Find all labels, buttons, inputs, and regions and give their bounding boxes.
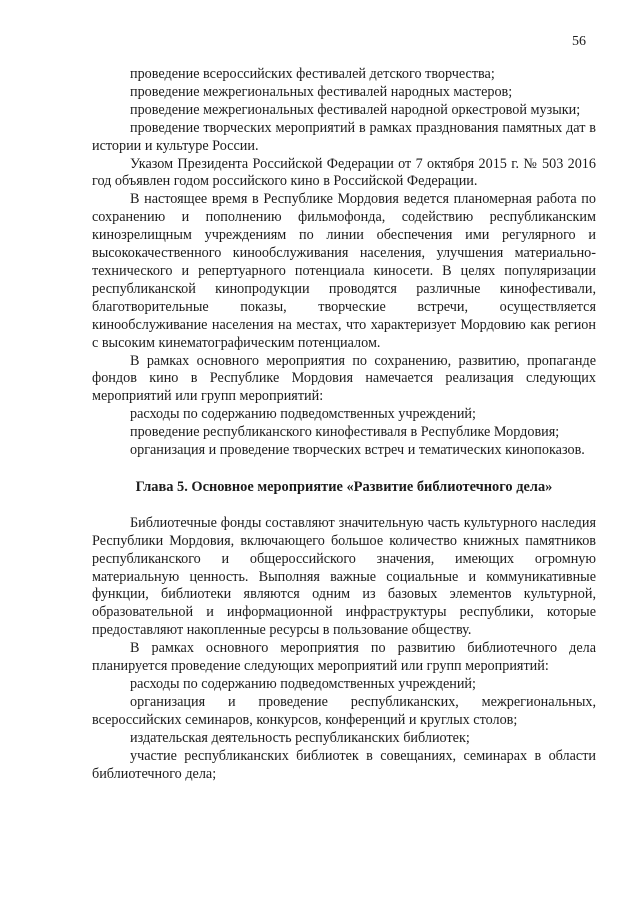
paragraph: участие республиканских библиотек в совещаниях, семинарах в области библиотечного дела; — [92, 747, 596, 782]
paragraph: Указом Президента Российской Федерации от 7 октября 2015 г. № 503 2016 год объявлен годом российского кино в Российской Федерации. — [92, 155, 596, 190]
document-body — [92, 66, 596, 783]
paragraph: В рамках основного мероприятия по сохранению, развитию, пропаганде фондов кино в Республике Мордовия намечается реализация следующих мероприятий или групп мероприятий: — [92, 352, 596, 405]
paragraph: расходы по содержанию подведомственных учреждений; — [130, 676, 476, 692]
paragraph: проведение межрегиональных фестивалей народной оркестровой музыки; — [130, 101, 581, 118]
paragraph: издательская деятельность республиканских библиотек; — [130, 729, 470, 746]
paragraph: организация и проведение республиканских, межрегиональных, всероссийских семинаров, конкурсов, конференций и круглых столов; — [92, 693, 596, 728]
paragraph: Библиотечные фонды составляют значительную часть культурного наследия Республики Мордовия, включающего большое количество книжных памятников республиканского и общероссийского значения, имеющих огромную материальную ценность. Выполняя важные социальные и коммуникативные функции, библиотеки являются одним из базовых элементов культурной, образовательной и информационной инфраструктуры республики, которые предоставляют накопленные ресурсы в пользование обществу. — [92, 514, 596, 639]
paragraph: проведение всероссийских фестивалей детского творчества; — [130, 66, 495, 82]
paragraph: проведение республиканского кинофестиваля в Республике Мордовия; — [130, 424, 560, 441]
paragraph: В рамках основного мероприятия по развитию библиотечного дела планируется проведение следующих мероприятий или групп мероприятий: — [92, 640, 596, 675]
paragraph: организация и проведение творческих встреч и тематических кинопоказов. — [130, 442, 585, 459]
paragraph: В настоящее время в Республике Мордовия ведется планомерная работа по сохранению и пополнению фильмофонда, содействию республиканским кинозрелищным учреждениям по линии обеспечения ими регулярного и высококачественного кинообслуживания населения, улучшения материально-технического и репертуарного потенциала киносети. В целях популяризации республиканской кинопродукции проводятся различные кинофестивали, благотворительные показы, творческие встречи, осуществляется кинообслуживание населения на местах, что характеризует Мордовию как регион с высоким кинематографическим потенциалом. — [92, 191, 596, 351]
page-number: 56 — [572, 34, 586, 49]
paragraph: расходы по содержанию подведомственных учреждений; — [130, 406, 476, 423]
chapter-heading: Глава 5. Основное мероприятие «Развитие библиотечного дела» — [135, 478, 553, 495]
paragraph: проведение творческих мероприятий в рамках празднования памятных дат в истории и культуре России. — [92, 119, 596, 154]
paragraph: проведение межрегиональных фестивалей народных мастеров; — [130, 83, 513, 100]
